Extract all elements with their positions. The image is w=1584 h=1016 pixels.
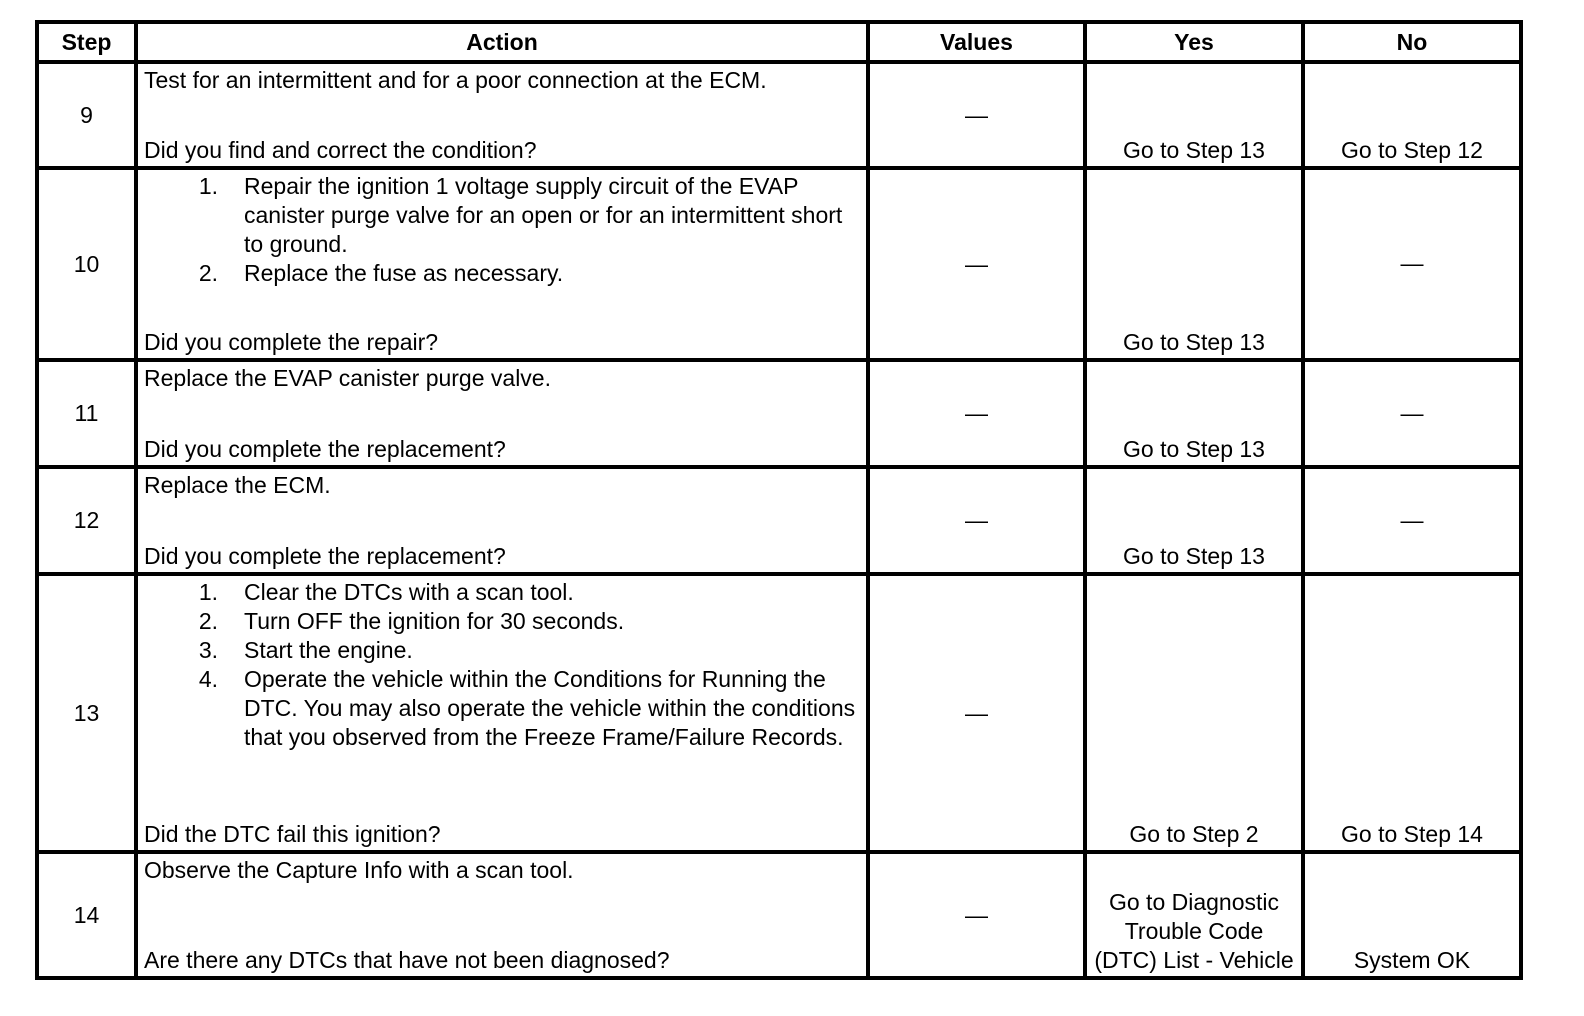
action-instructions (144, 856, 860, 885)
action-text: Observe the Capture Info with a scan tool. (144, 857, 574, 883)
yes-result: Go to Diagnostic Trouble Code (DTC) List - Vehicle (1085, 852, 1303, 978)
action-cell (136, 360, 868, 467)
action-text: Test for an intermittent and for a poor connection at the ECM. (144, 67, 767, 93)
table-row (37, 467, 1521, 574)
list-item-text: Turn OFF the ignition for 30 seconds. (244, 608, 625, 634)
action-instructions (144, 471, 860, 500)
table-body (37, 62, 1521, 978)
table-row (37, 574, 1521, 852)
step-number: 11 (37, 360, 136, 467)
list-item-number: 2. (198, 608, 218, 634)
header-values: Values (868, 22, 1085, 62)
list-item-text: Replace the fuse as necessary. (244, 260, 564, 286)
header-row (37, 22, 1521, 62)
action-text: Replace the ECM. (144, 472, 331, 498)
list-item-text: Operate the vehicle within the Conditions for Running the DTC. You may also operate the vehicle within the conditions that you observed from the Freeze Frame/Failure Records. (244, 666, 856, 750)
values-cell: — (868, 852, 1085, 978)
action-cell (136, 168, 868, 360)
action-cell (136, 852, 868, 978)
list-item-number: 2. (198, 260, 218, 286)
no-result: System OK (1303, 852, 1521, 978)
header-yes: Yes (1085, 22, 1303, 62)
action-step-list (144, 578, 860, 752)
step-number: 13 (37, 574, 136, 852)
action-instructions (144, 172, 860, 288)
step-number: 14 (37, 852, 136, 978)
list-item-number: 1. (198, 579, 218, 605)
step-number: 12 (37, 467, 136, 574)
list-item-text: Repair the ignition 1 voltage supply circuit of the EVAP canister purge valve for an open or for an intermittent short to ground. (244, 173, 843, 257)
table-row (37, 168, 1521, 360)
list-item-text: Clear the DTCs with a scan tool. (244, 579, 574, 605)
yes-result: Go to Step 13 (1085, 467, 1303, 574)
header-no: No (1303, 22, 1521, 62)
action-cell (136, 574, 868, 852)
action-question: Did you complete the repair? (144, 329, 439, 355)
list-item-number: 3. (198, 637, 218, 663)
no-result: — (1303, 360, 1521, 467)
yes-result: Go to Step 13 (1085, 62, 1303, 168)
action-text: Replace the EVAP canister purge valve. (144, 365, 551, 391)
no-result: — (1303, 467, 1521, 574)
list-item-number: 1. (198, 173, 218, 199)
table-row (37, 852, 1521, 978)
action-instructions (144, 578, 860, 752)
list-item (144, 665, 860, 752)
no-result: — (1303, 168, 1521, 360)
step-number: 9 (37, 62, 136, 168)
action-question: Are there any DTCs that have not been diagnosed? (144, 947, 670, 973)
action-instructions (144, 364, 860, 393)
diagnostic-table (35, 20, 1523, 980)
values-cell: — (868, 168, 1085, 360)
list-item (144, 172, 860, 259)
action-cell (136, 62, 868, 168)
list-item (144, 636, 860, 665)
diagnostic-table-container (35, 20, 1523, 980)
action-instructions (144, 66, 860, 95)
no-result: Go to Step 14 (1303, 574, 1521, 852)
list-item-text: Start the engine. (244, 637, 413, 663)
yes-result: Go to Step 2 (1085, 574, 1303, 852)
table-row (37, 360, 1521, 467)
action-step-list (144, 172, 860, 288)
values-cell: — (868, 574, 1085, 852)
list-item (144, 607, 860, 636)
header-step: Step (37, 22, 136, 62)
values-cell: — (868, 62, 1085, 168)
yes-result: Go to Step 13 (1085, 360, 1303, 467)
action-question: Did you complete the replacement? (144, 543, 506, 569)
list-item-number: 4. (198, 666, 218, 692)
action-question: Did you find and correct the condition? (144, 137, 537, 163)
yes-result: Go to Step 13 (1085, 168, 1303, 360)
list-item (144, 259, 860, 288)
table-row (37, 62, 1521, 168)
no-result: Go to Step 12 (1303, 62, 1521, 168)
values-cell: — (868, 467, 1085, 574)
values-cell: — (868, 360, 1085, 467)
header-action: Action (136, 22, 868, 62)
action-cell (136, 467, 868, 574)
list-item (144, 578, 860, 607)
action-question: Did you complete the replacement? (144, 436, 506, 462)
step-number: 10 (37, 168, 136, 360)
action-question: Did the DTC fail this ignition? (144, 821, 441, 847)
